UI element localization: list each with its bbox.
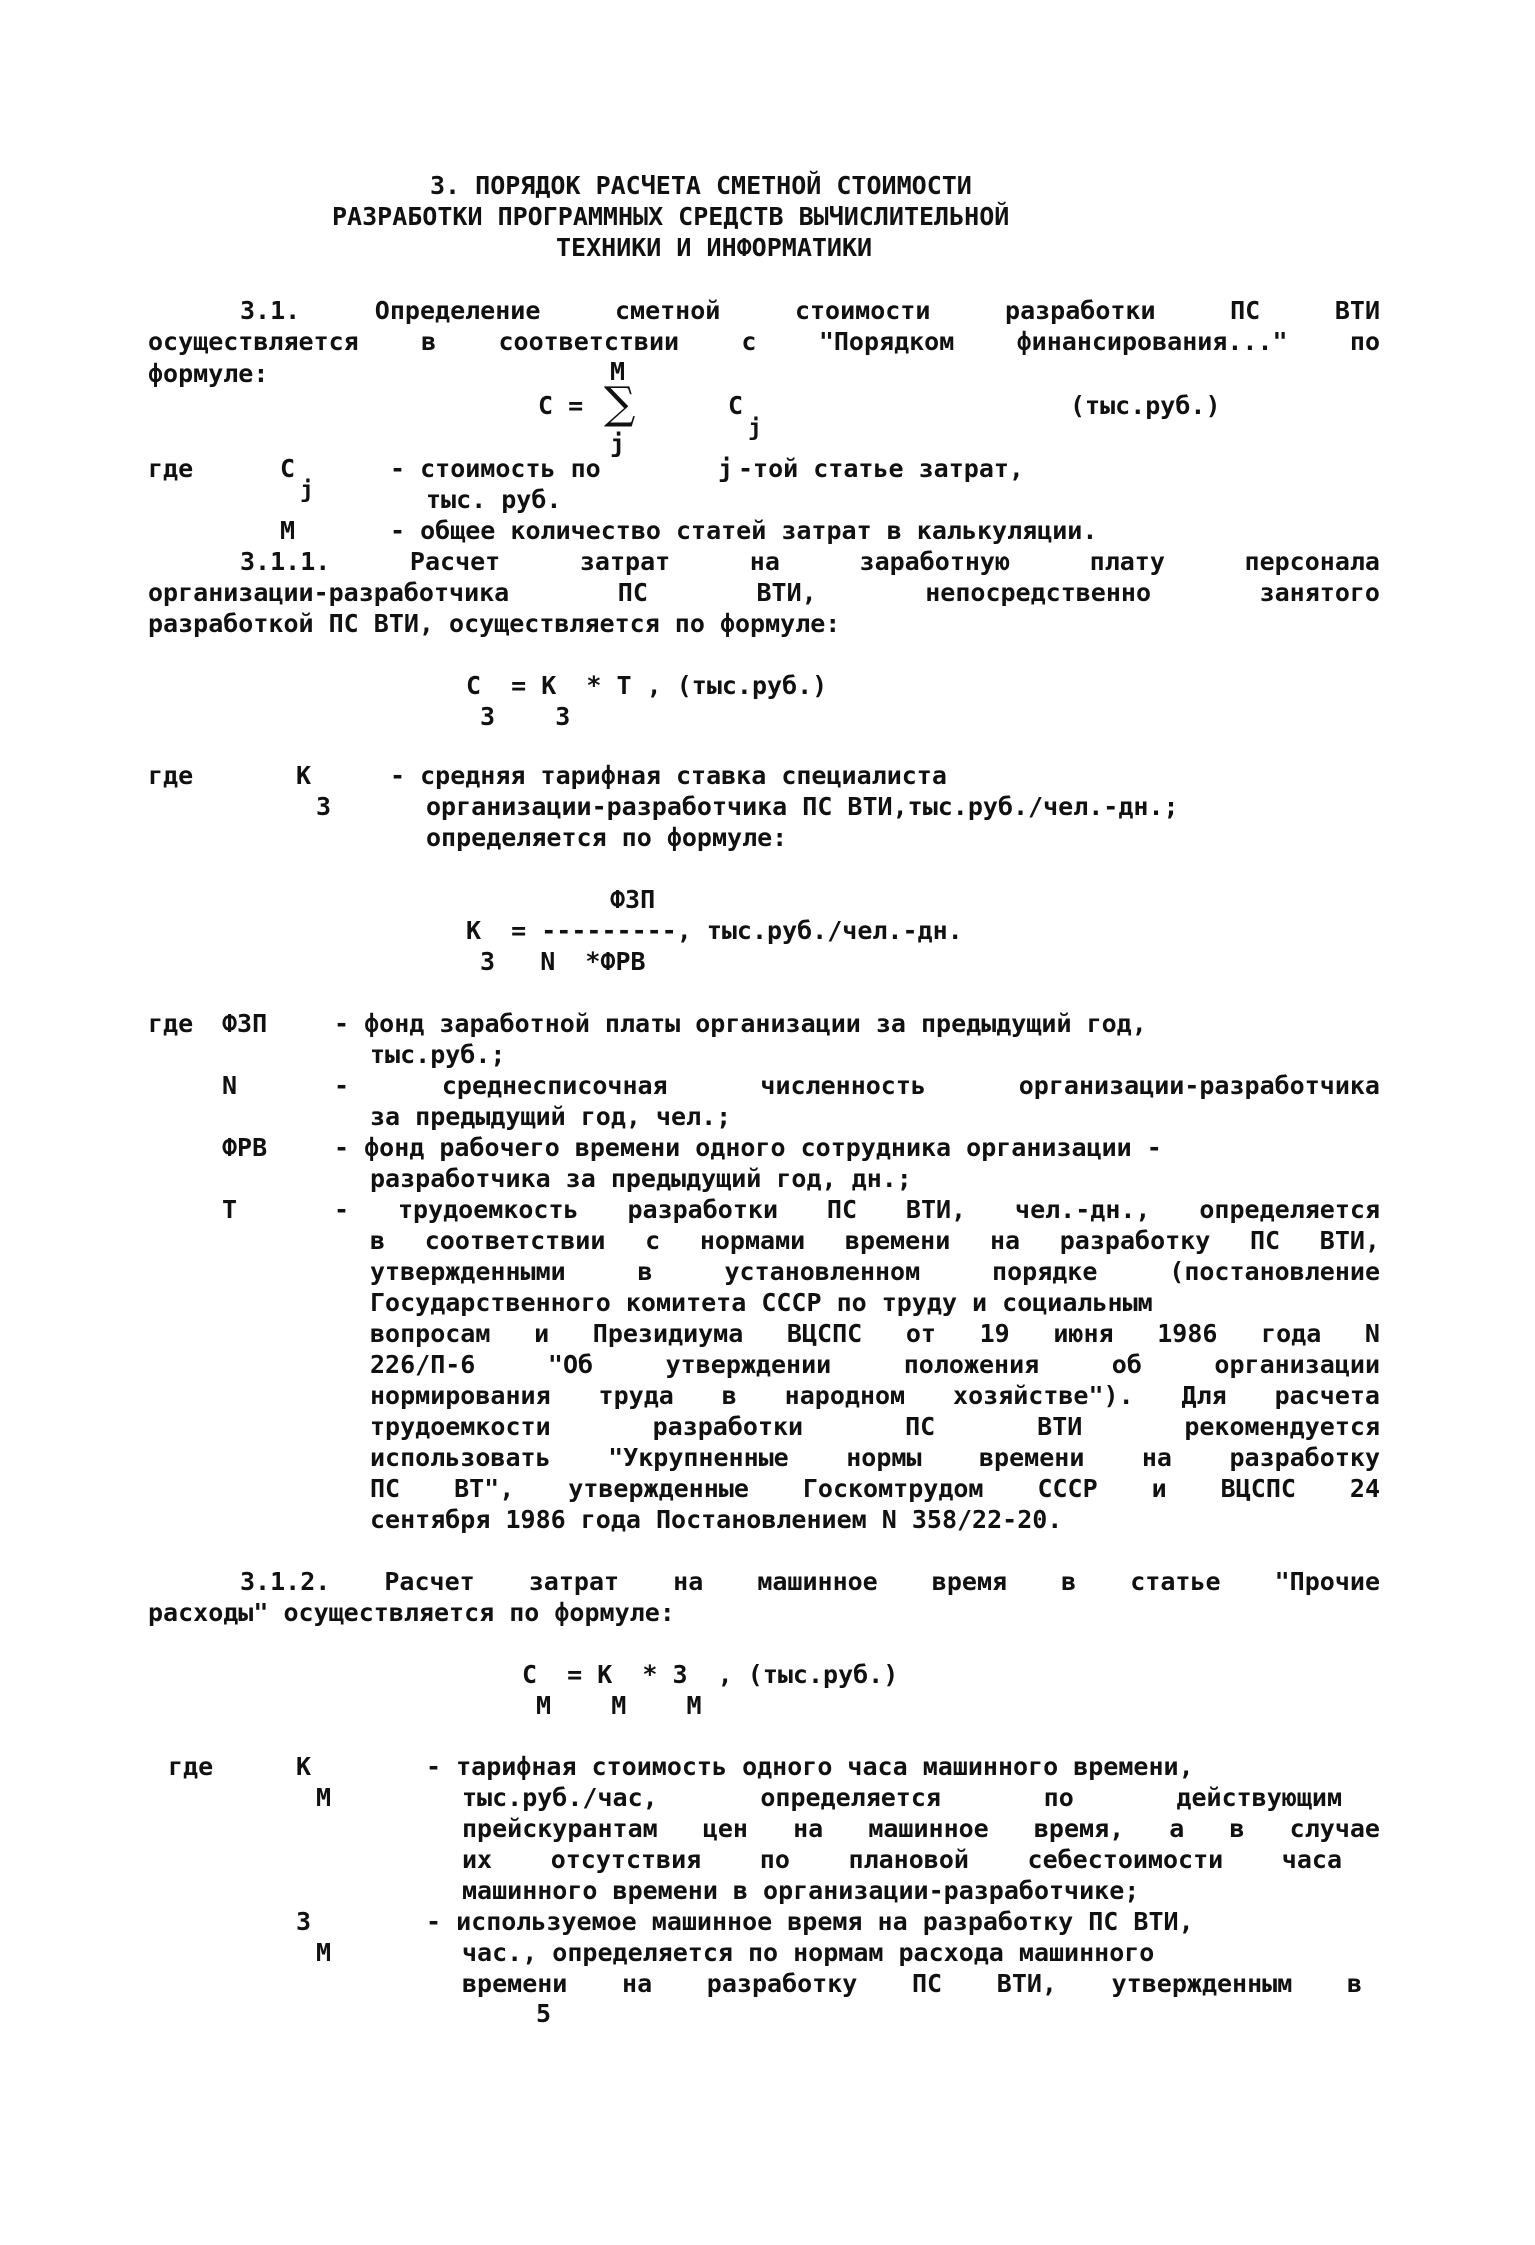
def-4-k-line: машинного времени в организации-разработчике; — [462, 1876, 1140, 1905]
section-title-line-2: РАЗРАБОТКИ ПРОГРАММНЫХ СРЕДСТВ ВЫЧИСЛИТЕЛЬНОЙ — [332, 202, 1010, 231]
def-3-t-line: в соответствии с нормами времени на разработку ПС ВТИ, — [370, 1226, 1380, 1255]
section-title-line-3: ТЕХНИКИ И ИНФОРМАТИКИ — [556, 233, 873, 262]
def-1-c-symbol: C — [280, 454, 296, 483]
def-1-m-symbol: M — [280, 516, 296, 545]
formula-1-term: C — [728, 391, 744, 420]
def-3-t-line: 226/П-6 "Об утверждении положения об организации — [370, 1350, 1380, 1379]
def-1-c-subscript: j — [300, 477, 314, 503]
def-3-t-line: утвержденными в установленном порядке (постановление — [370, 1257, 1380, 1286]
paragraph-3-1-line-3: формуле: — [148, 359, 269, 388]
def-1-where: где — [148, 454, 194, 483]
def-1-text-2: -той статье затрат, — [738, 454, 1024, 483]
def-3-n-symbol: N — [222, 1071, 238, 1100]
paragraph-3-1-2-line-1: 3.1.2. Расчет затрат на машинное время в статье "Прочие — [240, 1567, 1380, 1596]
def-3-t-line: сентября 1986 года Постановлением N 358/22-20. — [370, 1505, 1063, 1534]
def-3-n-text: - среднесписочная численность организации-разработчика — [334, 1071, 1380, 1100]
page-number: 5 — [536, 1999, 552, 2028]
def-3-t-line: вопросам и Президиума ВЦСПС от 19 июня 1986 года N — [370, 1319, 1380, 1348]
paragraph-3-1-2-line-2: расходы" осуществляется по формуле: — [148, 1598, 675, 1627]
def-3-t-line: трудоемкости разработки ПС ВТИ рекомендуется — [370, 1412, 1380, 1441]
def-4-z-line: час., определяется по нормам расхода машинного — [462, 1938, 1155, 1967]
def-2-where: где — [148, 761, 194, 790]
def-4-z-line: времени на разработку ПС ВТИ, утвержденным в — [462, 1969, 1362, 1998]
paragraph-3-1-line-1: 3.1. Определение сметной стоимости разработки ПС ВТИ — [240, 296, 1380, 325]
def-3-t-line: ПС ВТ", утвержденные Госкомтрудом СССР и ВЦСПС 24 — [370, 1474, 1380, 1503]
def-4-k-symbol: K — [296, 1752, 312, 1781]
def-3-t-line: нормирования труда в народном хозяйстве"). Для расчета — [370, 1381, 1380, 1410]
def-3-n-cont: за предыдущий год, чел.; — [370, 1102, 732, 1131]
def-4-z-line: - используемое машинное время на разработку ПС ВТИ, — [426, 1907, 1194, 1936]
formula-1-sum-sign: ∑ — [604, 378, 636, 429]
formula-3-numerator: ФЗП — [610, 885, 656, 914]
def-4-k-line: прейскурантам цен на машинное время, а в случае — [462, 1814, 1380, 1843]
def-2-line-1: - средняя тарифная ставка специалиста — [390, 761, 947, 790]
def-4-z-subscript: M — [316, 1938, 332, 1967]
def-3-fzp-cont: тыс.руб.; — [370, 1040, 506, 1069]
def-3-fzp-symbol: ФЗП — [222, 1009, 268, 1038]
formula-3: K = ---------, тыс.руб./чел.-дн. — [466, 916, 963, 945]
def-4-k-subscript: M — [316, 1783, 332, 1812]
paragraph-3-1-1-line-3: разработкой ПС ВТИ, осуществляется по формуле: — [148, 609, 841, 638]
def-4-k-line: - тарифная стоимость одного часа машинного времени, — [426, 1752, 1194, 1781]
section-title-line-1: 3. ПОРЯДОК РАСЧЕТА СМЕТНОЙ СТОИМОСТИ — [430, 171, 972, 200]
def-3-fzp-text: - фонд заработной платы организации за предыдущий год, — [334, 1009, 1147, 1038]
formula-4-subscripts: M M M — [536, 1691, 702, 1720]
paragraph-3-1-1-line-1: 3.1.1. Расчет затрат на заработную плату персонала — [240, 547, 1380, 576]
def-3-where: где — [148, 1009, 194, 1038]
def-4-z-symbol: З — [296, 1907, 312, 1936]
formula-1-lower-limit: j — [610, 429, 626, 458]
def-3-t-first: - трудоемкость разработки ПС ВТИ, чел.-дн., определяется — [334, 1195, 1380, 1224]
def-4-where: где — [168, 1752, 214, 1781]
def-1-j: j — [718, 454, 734, 483]
formula-4: C = K * З , (тыс.руб.) — [522, 1660, 899, 1689]
def-2-line-3: определяется по формуле: — [426, 823, 788, 852]
def-2-line-2: организации-разработчика ПС ВТИ,тыс.руб./чел.-дн.; — [426, 792, 1179, 821]
paragraph-3-1-1-line-2: организации-разработчика ПС ВТИ, непосредственно занятого — [148, 578, 1380, 607]
def-1-m-text: - общее количество статей затрат в калькуляции. — [390, 516, 1098, 545]
formula-2: C = K * T , (тыс.руб.) — [466, 671, 828, 700]
def-3-t-symbol: T — [222, 1195, 238, 1224]
def-3-frv-cont: разработчика за предыдущий год, дн.; — [370, 1164, 912, 1193]
def-2-k-symbol: K — [296, 761, 312, 790]
formula-3-denominator: З N *ФРВ — [480, 947, 646, 976]
def-2-k-subscript: З — [316, 792, 332, 821]
paragraph-3-1-line-2: осуществляется в соответствии с "Порядком финансирования..." по — [148, 327, 1380, 356]
formula-1-term-subscript: j — [748, 415, 762, 441]
def-3-t-line: использовать "Укрупненные нормы времени на разработку — [370, 1443, 1380, 1472]
formula-2-subscripts: З З — [480, 702, 571, 731]
def-1-text-1: - стоимость по — [390, 454, 601, 483]
def-3-frv-text: - фонд рабочего времени одного сотрудника организации - — [334, 1133, 1162, 1162]
def-3-t-line: Государственного комитета СССР по труду и социальным — [370, 1288, 1153, 1317]
def-1-text-3: тыс. руб. — [426, 485, 562, 514]
def-3-frv-symbol: ФРВ — [222, 1133, 268, 1162]
def-4-k-line: тыс.руб./час, определяется по действующим — [462, 1783, 1342, 1812]
formula-1-unit: (тыс.руб.) — [1070, 391, 1221, 420]
formula-1-lhs: C = — [538, 391, 584, 420]
def-4-k-line: их отсутствия по плановой себестоимости часа — [462, 1845, 1342, 1874]
formula-1-upper-limit: M — [610, 357, 626, 386]
